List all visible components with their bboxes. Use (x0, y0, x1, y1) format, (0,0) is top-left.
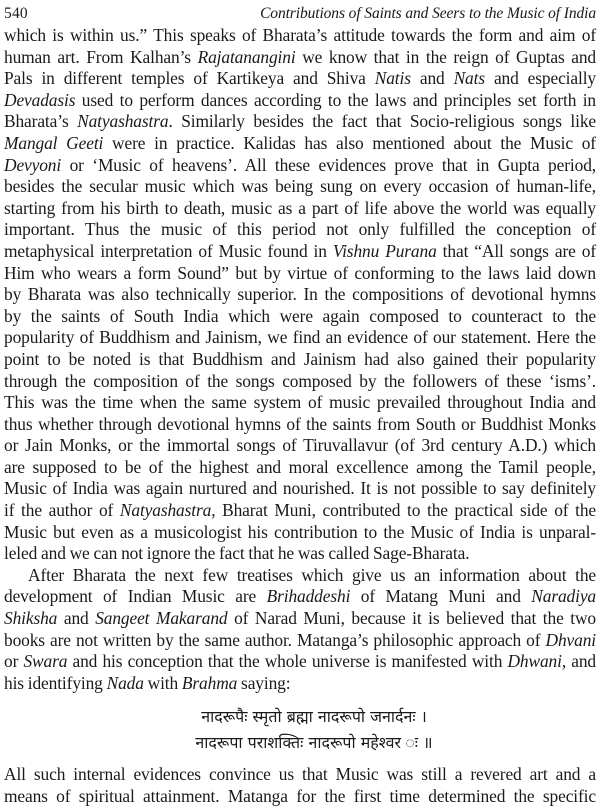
text-line: leled and we can not ignore the fact that he was called Sage-Bharata. (4, 543, 470, 564)
text-line: by the saints of South India which were again composed to counteract to the (4, 305, 596, 326)
text-line: besides the secular music which was being sung on every occasion of human-life, (4, 176, 596, 197)
paragraph-1 (4, 25, 596, 565)
running-title: Contributions of Saints and Seers to the Music of India (260, 5, 596, 22)
italic-term: Devyoni (4, 154, 62, 175)
text-line: Devyoni or ‘Music of heavens’. All these evidences prove that in Gupta period, (4, 154, 596, 175)
italic-term: Dhwani (507, 651, 562, 672)
text-line: point to be noted is that Buddhism and Jainism had also gained their popularity (4, 348, 596, 369)
text-line: Him who wears a form Sound” but by virtue of conforming to the laws laid down (4, 262, 596, 283)
text-line: Music but even as a musicologist his contribution to the Music of India is unparal- (4, 521, 596, 542)
italic-term: Mangal Geeti (4, 132, 104, 153)
text-line: starting from his birth to death, music as a part of life above the world was equally (4, 197, 596, 218)
text-line: Music of India was again nurtured and nourished. It is not possible to say definitely (4, 478, 596, 499)
italic-term: Natyashastra (119, 500, 212, 521)
italic-term: Devadasis (4, 89, 76, 110)
text-line: human art. From Kalhan’s Rajatanangini we know that in the reign of Guptas and (4, 46, 596, 67)
italic-term: Nada (106, 672, 144, 693)
text-line: Shiksha and Sangeet Makarand of Narad Muni, because it is believed that the two (4, 608, 597, 629)
paragraph-2 (4, 565, 596, 695)
sanskrit-verse (4, 704, 596, 756)
text-line: thus whether through devotional hymns of the saints from South or Buddhist Monks (4, 413, 596, 434)
italic-term: Natis (374, 68, 411, 89)
running-head (4, 3, 596, 25)
text-line: Pals in different temples of Kartikeya and Shiva Natis and Nats and especially (4, 68, 596, 89)
italic-term: Natyashastra (77, 111, 169, 132)
text-line: if the author of Natyashastra, Bharat Muni, contributed to the practical side of the (4, 500, 596, 521)
paragraph-3 (4, 764, 596, 807)
italic-term: Sangeet Makarand (95, 608, 228, 629)
text-line: important. Thus the music of this period not only fulfilled the conception of (4, 219, 596, 240)
text-line: popularity of Buddhism and Jainism, we find an evidence of our statement. Here the (4, 327, 596, 348)
italic-term: Shiksha (4, 608, 58, 629)
italic-term: Brahma (181, 672, 238, 693)
text-line: All such internal evidences convince us that Music was still a revered art and a (4, 764, 596, 785)
text-line: his identifying Nada with Brahma saying: (4, 672, 291, 693)
italic-term: Naradiya (531, 586, 597, 607)
text-line: through the composition of the songs composed by the followers of these ‘isms’. (4, 370, 596, 391)
italic-term: Vishnu Purana (332, 240, 437, 261)
verse-line-2: नादरूपा पराशक्तिः नादरूपो महेश्वर ः ॥ (195, 733, 433, 753)
italic-term: Brihaddeshi (266, 586, 351, 607)
text-line: means of spiritual attainment. Matanga for the first time determined the specific (4, 786, 596, 806)
text-line: development of Indian Music are Brihaddeshi of Matang Muni and Naradiya (4, 586, 597, 607)
text-line: which is within us.” This speaks of Bharata’s attitude towards the form and aim of (4, 25, 596, 45)
text-line: or Jain Monks, or the immortal songs of Tiruvallavur (of 3rd century A.D.) which (4, 435, 596, 456)
text-line: Mangal Geeti were in practice. Kalidas has also mentioned about the Music of (4, 132, 596, 153)
text-line: This was the time when the same system of music prevailed throughout India and (4, 392, 596, 413)
text-line: by Bharata was also technically superior. In the compositions of devotional hymns (4, 284, 596, 305)
page-number: 540 (4, 5, 28, 22)
text-line: metaphysical interpretation of Music found in Vishnu Purana that “All songs are of (4, 240, 596, 261)
text-line: After Bharata the next few treatises which give us an information about the (28, 564, 596, 585)
verse-line-1: नादरूपैः स्मृतो ब्रह्मा नादरूपो जनार्दनः । (201, 707, 427, 727)
text-line: Devadasis used to perform dances according to the laws and principles set forth in (4, 89, 596, 110)
italic-term: Rajatanangini (197, 46, 296, 67)
text-line: or Swara and his conception that the whole universe is manifested with Dhwani, and (4, 651, 596, 672)
italic-term: Nats (453, 68, 485, 89)
text-line: are supposed to be of the highest and moral excellence among the Tamil people, (4, 456, 596, 477)
italic-term: Dhvani (545, 629, 596, 650)
italic-term: Swara (23, 651, 68, 672)
text-line: books are not written by the same author. Matanga’s philosophic approach of Dhvani (4, 629, 596, 650)
text-line: Bharata’s Natyashastra. Similarly besides the fact that Socio-religious songs like (4, 111, 596, 132)
